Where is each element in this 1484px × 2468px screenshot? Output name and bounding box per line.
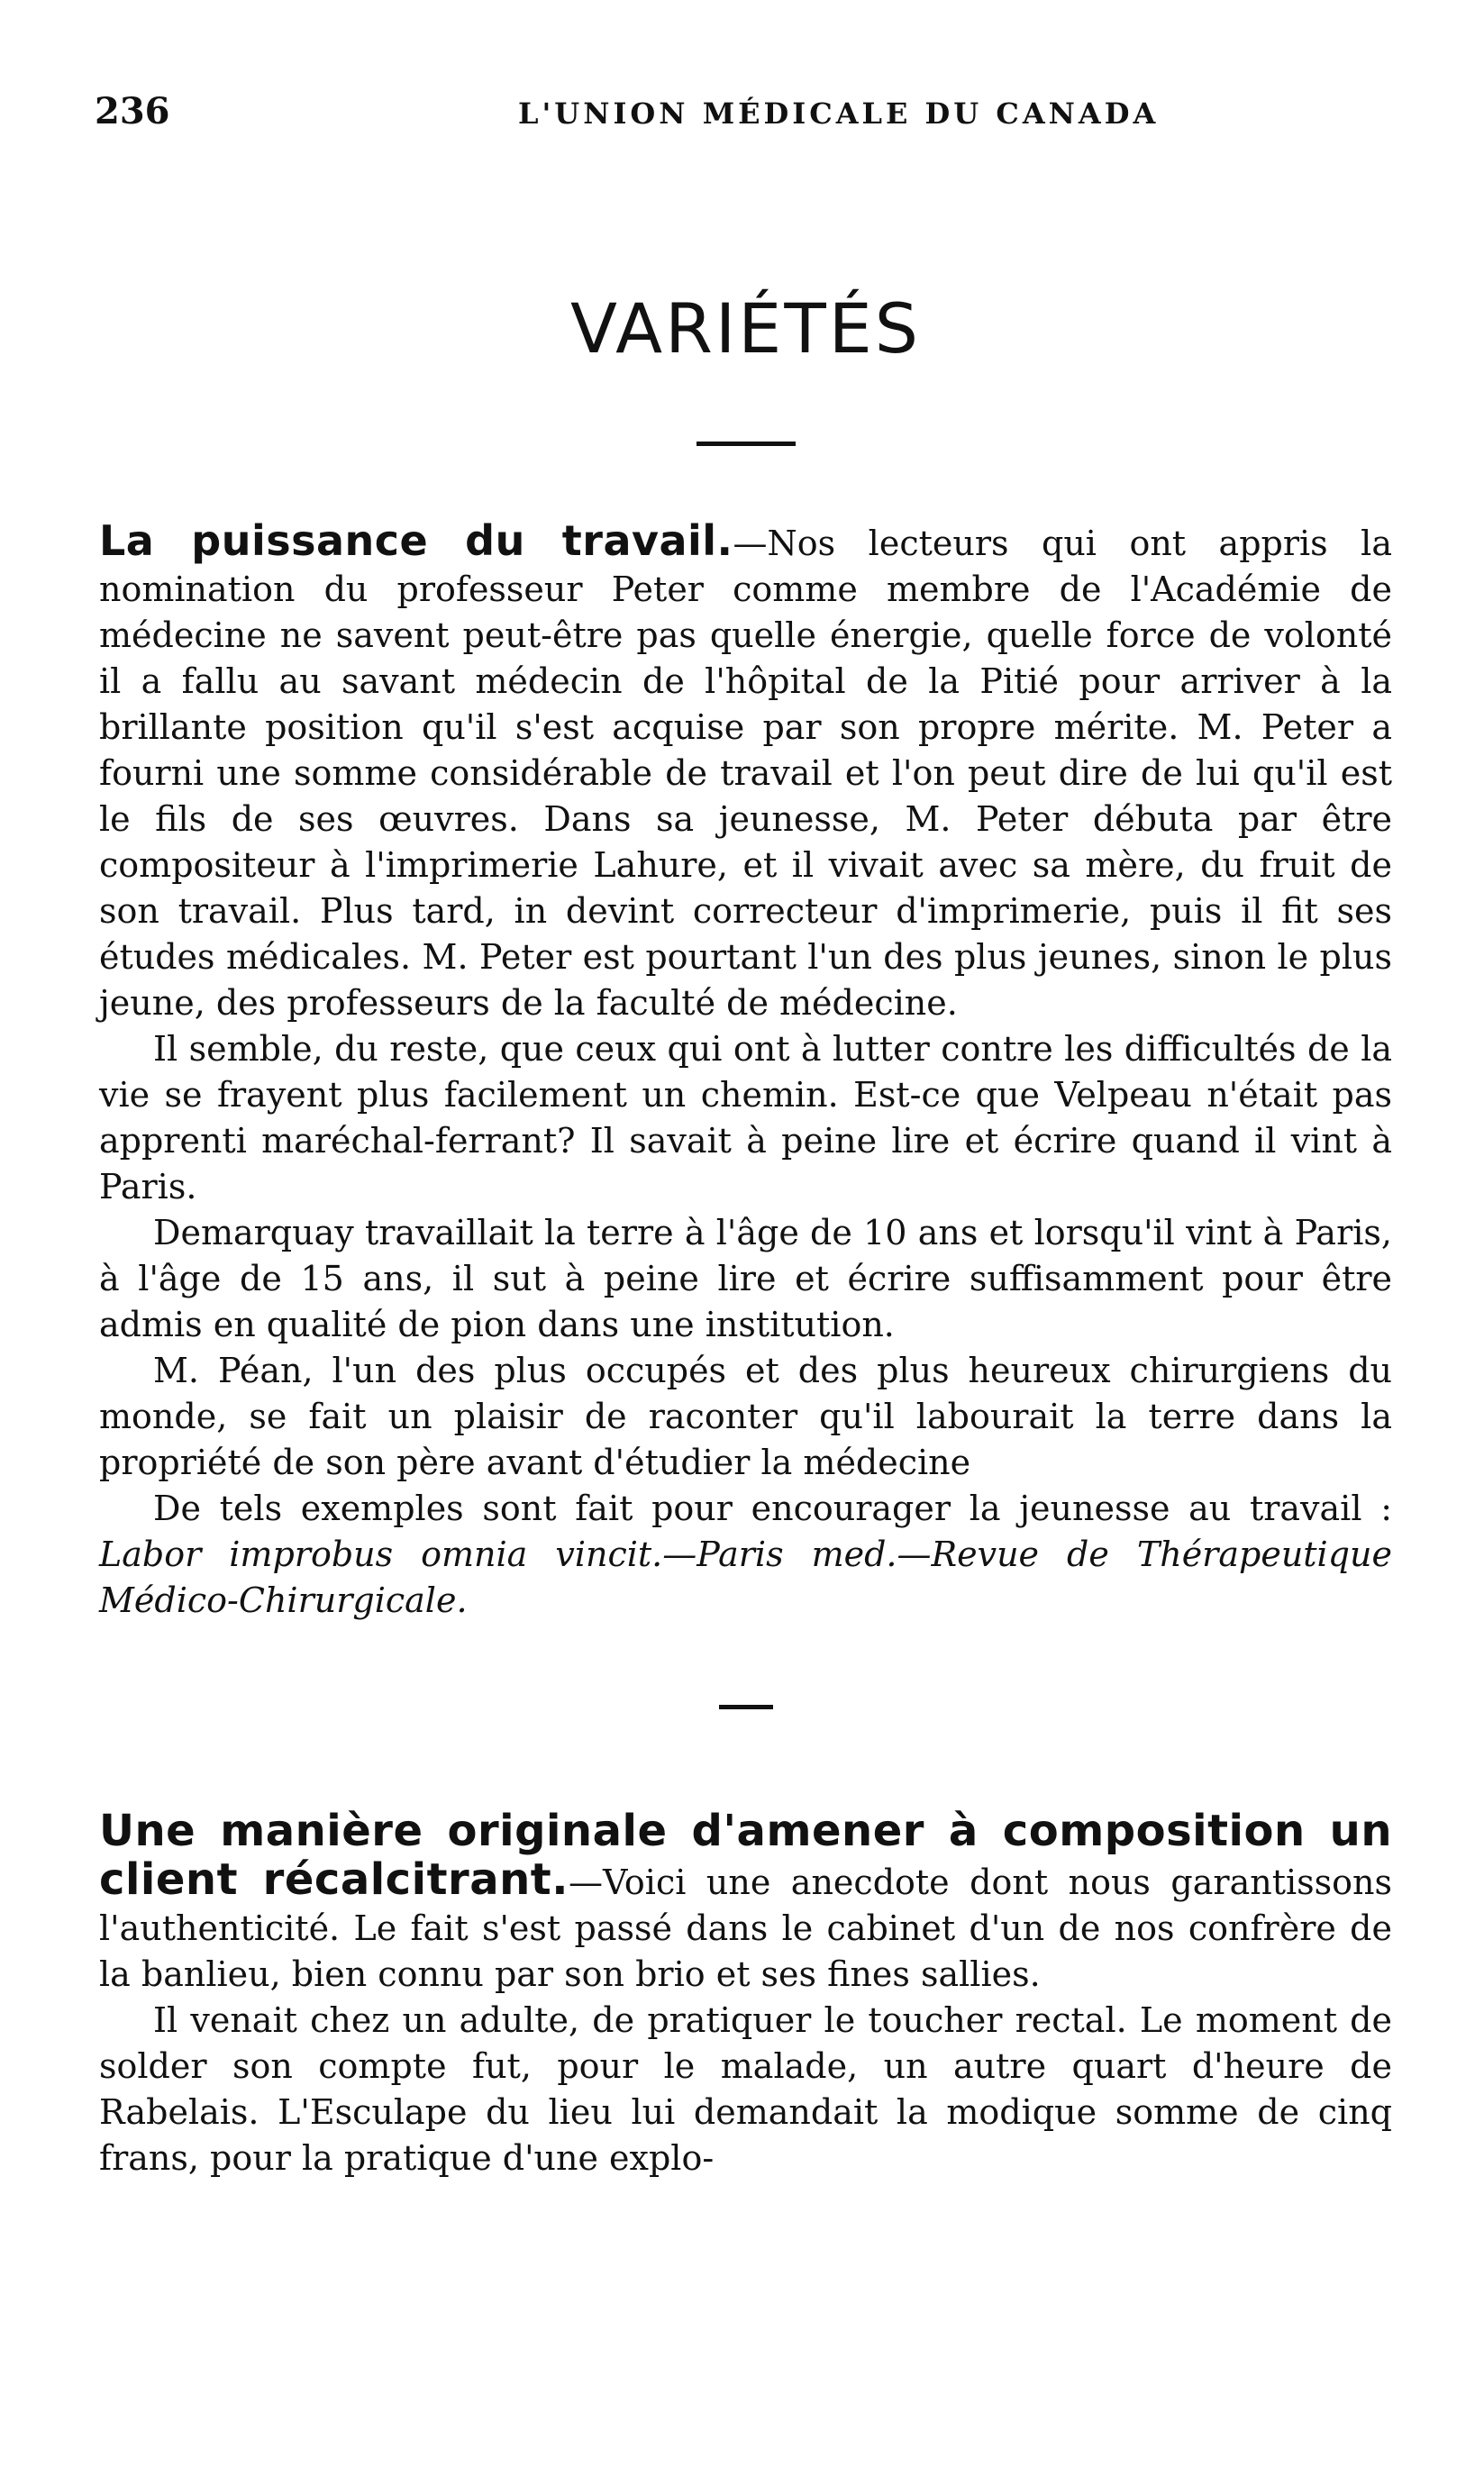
article-paragraph: Demarquay travaillait la terre à l'âge de 10 ans et lorsqu'il vint à Paris, à l'âge de 15 ans, il sut à peine lire et écrire suffisamment pour être admis en qualité de pion dans une institution.: [99, 1213, 1392, 1344]
article-paragraph: Il venait chez un adulte, de pratiquer le toucher rectal. Le moment de solder son compte fut, pour le malade, un autre quart d'heure de Rabelais. L'Esculape du lieu lui demandait la modique somme de cinq frans, pour la pratique d'une explo-: [99, 2000, 1392, 2178]
page-number: 236: [95, 90, 170, 132]
section-divider: [696, 442, 796, 446]
article-paragraph: [99, 518, 1392, 1026]
article-text: De tels exemples sont fait pour encourager la jeunesse au travail :: [153, 1489, 1392, 1528]
section-title: VARIÉTÉS: [569, 288, 922, 369]
article-paragraph: M. Péan, l'un des plus occupés et des plus heureux chirurgiens du monde, se fait un plaisir de raconter qu'il labourait la terre dans la propriété de son père avant d'étudier la médecine: [99, 1351, 1392, 1482]
article-text: —Voici une anecdote dont nous garantissons l'authenticité. Le fait s'est passé dans le cabinet d'un de nos confrère de la banlieu, bien connu par son brio et ses fines sallies.: [99, 1862, 1392, 1994]
article-text: —Nos lecteurs qui ont appris la nomination du professeur Peter comme membre de l'Académie de médecine ne savent peut-être pas quelle énergie, quelle force de volonté il a fallu au savant médecin de l'hôpital de la Pitié pour arriver à la brillante position qu'il s'est acquise par son propre mérite. M. Peter a fourni une somme considérable de travail et l'on peut dire de lui qu'il est le fils de ses œuvres. Dans sa jeunesse, M. Peter débuta par être compositeur à l'imprimerie Lahure, et il vivait avec sa mère, du fruit de son travail. Plus tard, in devint correcteur d'imprimerie, puis il fit ses études médicales. M. Peter est pourtant l'un des plus jeunes, sinon le plus jeune, des professeurs de la faculté de médecine.: [99, 524, 1392, 1023]
article-paragraph: Il semble, du reste, que ceux qui ont à lutter contre les difficultés de la vie se frayent plus facilement un chemin. Est-ce que Velpeau n'était pas apprenti maréchal-ferrant? Il savait à peine lire et écrire quand il vint à Paris.: [99, 1029, 1392, 1207]
citation: Labor improbus omnia vincit.—Paris med.—Revue de Thérapeutique Médico-Chirurgicale.: [99, 1535, 1392, 1620]
journal-title: L'UNION MÉDICALE DU CANADA: [518, 96, 1160, 131]
article-divider: [719, 1705, 773, 1709]
article-puissance-du-travail: [99, 518, 1392, 1624]
article-maniere-originale: [99, 1808, 1392, 2181]
article-paragraph: [99, 1808, 1392, 1998]
article-headline: La puissance du travail.: [99, 516, 733, 565]
article-headline: Une manière originale d'amener à composition un client récalcitrant.: [99, 1806, 1392, 1905]
running-header: [95, 90, 1392, 144]
document-page: [95, 90, 1392, 2181]
article-paragraph: [99, 1486, 1392, 1624]
